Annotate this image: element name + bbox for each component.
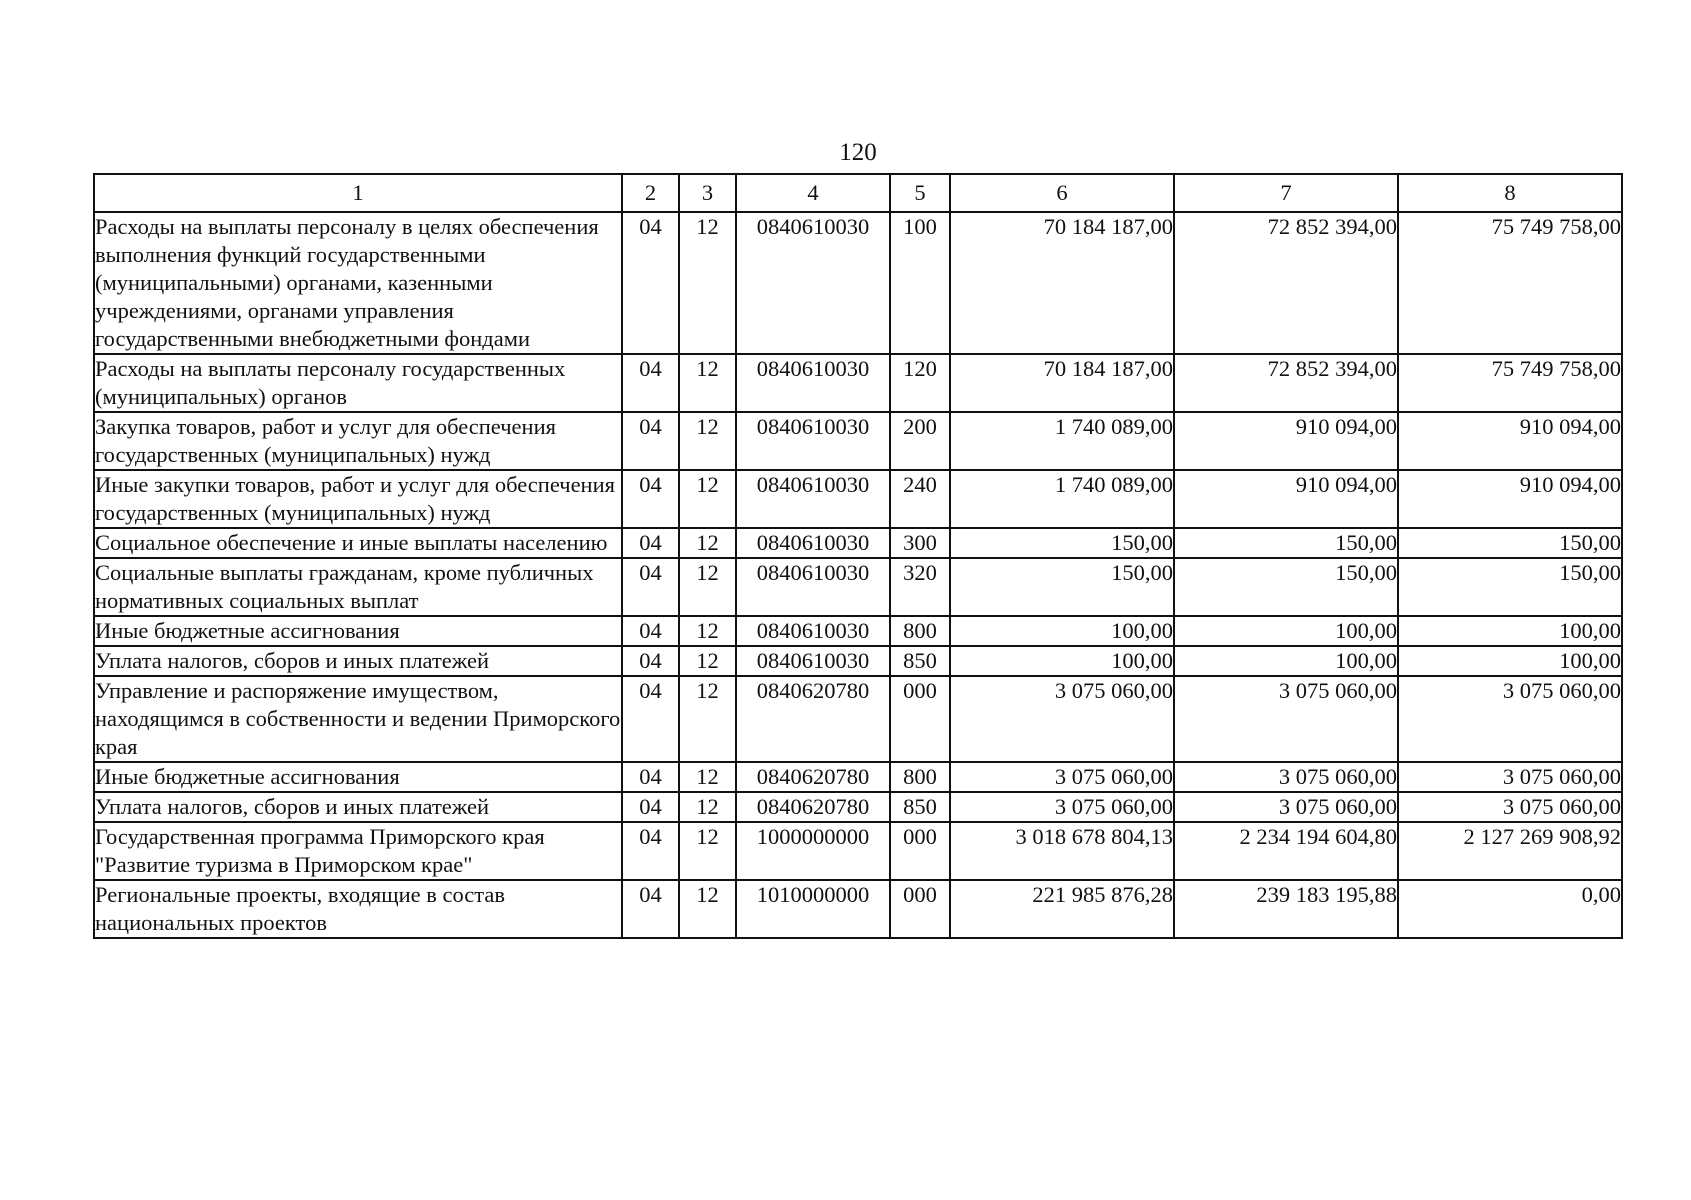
item-name-cell: Иные закупки товаров, работ и услуг для обеспечения государственных (муниципальных) нужд bbox=[94, 470, 622, 528]
expense-type-cell: 850 bbox=[890, 792, 950, 822]
amount-cell: 72 852 394,00 bbox=[1174, 212, 1398, 354]
table-row bbox=[94, 646, 1622, 676]
section-code-cell: 04 bbox=[622, 646, 679, 676]
expense-type-cell: 800 bbox=[890, 762, 950, 792]
amount-cell: 1 740 089,00 bbox=[950, 470, 1174, 528]
amount-cell: 3 018 678 804,13 bbox=[950, 822, 1174, 880]
item-name-cell: Региональные проекты, входящие в состав национальных проектов bbox=[94, 880, 622, 938]
amount-cell: 150,00 bbox=[1398, 528, 1622, 558]
column-header: 2 bbox=[622, 174, 679, 212]
section-code-cell: 04 bbox=[622, 762, 679, 792]
target-article-cell: 0840610030 bbox=[736, 354, 890, 412]
table-row bbox=[94, 412, 1622, 470]
amount-cell: 150,00 bbox=[1174, 528, 1398, 558]
expense-type-cell: 200 bbox=[890, 412, 950, 470]
target-article-cell: 0840620780 bbox=[736, 762, 890, 792]
expense-type-cell: 850 bbox=[890, 646, 950, 676]
section-code-cell: 04 bbox=[622, 412, 679, 470]
target-article-cell: 0840610030 bbox=[736, 558, 890, 616]
amount-cell: 3 075 060,00 bbox=[950, 762, 1174, 792]
amount-cell: 910 094,00 bbox=[1174, 470, 1398, 528]
table-row bbox=[94, 762, 1622, 792]
section-code-cell: 04 bbox=[622, 880, 679, 938]
amount-cell: 0,00 bbox=[1398, 880, 1622, 938]
amount-cell: 100,00 bbox=[1398, 646, 1622, 676]
amount-cell: 910 094,00 bbox=[1398, 412, 1622, 470]
subsection-code-cell: 12 bbox=[679, 792, 736, 822]
table-row bbox=[94, 880, 1622, 938]
section-code-cell: 04 bbox=[622, 470, 679, 528]
target-article-cell: 0840610030 bbox=[736, 470, 890, 528]
table-row bbox=[94, 822, 1622, 880]
expense-type-cell: 000 bbox=[890, 880, 950, 938]
header-row bbox=[94, 174, 1622, 212]
item-name-cell: Расходы на выплаты персоналу в целях обеспечения выполнения функций государственными (муниципальными) органами, казенными учреждениями, органами управления государственными внебюджетными фондами bbox=[94, 212, 622, 354]
column-header: 8 bbox=[1398, 174, 1622, 212]
item-name-cell: Иные бюджетные ассигнования bbox=[94, 616, 622, 646]
amount-cell: 3 075 060,00 bbox=[950, 676, 1174, 762]
amount-cell: 150,00 bbox=[950, 528, 1174, 558]
section-code-cell: 04 bbox=[622, 792, 679, 822]
amount-cell: 3 075 060,00 bbox=[1398, 676, 1622, 762]
table-row bbox=[94, 212, 1622, 354]
expense-type-cell: 000 bbox=[890, 676, 950, 762]
column-header: 4 bbox=[736, 174, 890, 212]
amount-cell: 150,00 bbox=[1174, 558, 1398, 616]
amount-cell: 3 075 060,00 bbox=[1398, 792, 1622, 822]
section-code-cell: 04 bbox=[622, 616, 679, 646]
subsection-code-cell: 12 bbox=[679, 616, 736, 646]
amount-cell: 221 985 876,28 bbox=[950, 880, 1174, 938]
amount-cell: 239 183 195,88 bbox=[1174, 880, 1398, 938]
subsection-code-cell: 12 bbox=[679, 558, 736, 616]
amount-cell: 3 075 060,00 bbox=[1174, 762, 1398, 792]
subsection-code-cell: 12 bbox=[679, 676, 736, 762]
column-header: 7 bbox=[1174, 174, 1398, 212]
item-name-cell: Социальное обеспечение и иные выплаты населению bbox=[94, 528, 622, 558]
page-number: 120 bbox=[839, 139, 877, 166]
amount-cell: 75 749 758,00 bbox=[1398, 212, 1622, 354]
amount-cell: 2 127 269 908,92 bbox=[1398, 822, 1622, 880]
amount-cell: 100,00 bbox=[950, 646, 1174, 676]
table-row bbox=[94, 792, 1622, 822]
column-header: 6 bbox=[950, 174, 1174, 212]
section-code-cell: 04 bbox=[622, 354, 679, 412]
table-row bbox=[94, 470, 1622, 528]
amount-cell: 2 234 194 604,80 bbox=[1174, 822, 1398, 880]
expense-type-cell: 000 bbox=[890, 822, 950, 880]
target-article-cell: 0840610030 bbox=[736, 528, 890, 558]
column-header: 3 bbox=[679, 174, 736, 212]
subsection-code-cell: 12 bbox=[679, 528, 736, 558]
amount-cell: 70 184 187,00 bbox=[950, 354, 1174, 412]
item-name-cell: Закупка товаров, работ и услуг для обеспечения государственных (муниципальных) нужд bbox=[94, 412, 622, 470]
column-header: 1 bbox=[94, 174, 622, 212]
expense-type-cell: 240 bbox=[890, 470, 950, 528]
target-article-cell: 0840610030 bbox=[736, 412, 890, 470]
column-header: 5 bbox=[890, 174, 950, 212]
target-article-cell: 0840610030 bbox=[736, 646, 890, 676]
subsection-code-cell: 12 bbox=[679, 412, 736, 470]
expense-type-cell: 300 bbox=[890, 528, 950, 558]
expense-type-cell: 320 bbox=[890, 558, 950, 616]
table-row bbox=[94, 354, 1622, 412]
section-code-cell: 04 bbox=[622, 528, 679, 558]
amount-cell: 1 740 089,00 bbox=[950, 412, 1174, 470]
budget-table bbox=[93, 173, 1623, 939]
target-article-cell: 0840610030 bbox=[736, 616, 890, 646]
table-body bbox=[94, 212, 1622, 938]
table-row bbox=[94, 558, 1622, 616]
subsection-code-cell: 12 bbox=[679, 762, 736, 792]
target-article-cell: 0840610030 bbox=[736, 212, 890, 354]
item-name-cell: Иные бюджетные ассигнования bbox=[94, 762, 622, 792]
amount-cell: 3 075 060,00 bbox=[1398, 762, 1622, 792]
subsection-code-cell: 12 bbox=[679, 470, 736, 528]
amount-cell: 100,00 bbox=[1398, 616, 1622, 646]
target-article-cell: 1000000000 bbox=[736, 822, 890, 880]
item-name-cell: Уплата налогов, сборов и иных платежей bbox=[94, 646, 622, 676]
item-name-cell: Управление и распоряжение имуществом, находящимся в собственности и ведении Приморского края bbox=[94, 676, 622, 762]
target-article-cell: 1010000000 bbox=[736, 880, 890, 938]
amount-cell: 100,00 bbox=[1174, 646, 1398, 676]
amount-cell: 910 094,00 bbox=[1174, 412, 1398, 470]
amount-cell: 3 075 060,00 bbox=[1174, 676, 1398, 762]
table-row bbox=[94, 676, 1622, 762]
target-article-cell: 0840620780 bbox=[736, 792, 890, 822]
item-name-cell: Расходы на выплаты персоналу государственных (муниципальных) органов bbox=[94, 354, 622, 412]
amount-cell: 72 852 394,00 bbox=[1174, 354, 1398, 412]
amount-cell: 75 749 758,00 bbox=[1398, 354, 1622, 412]
expense-type-cell: 100 bbox=[890, 212, 950, 354]
item-name-cell: Социальные выплаты гражданам, кроме публичных нормативных социальных выплат bbox=[94, 558, 622, 616]
item-name-cell: Уплата налогов, сборов и иных платежей bbox=[94, 792, 622, 822]
amount-cell: 3 075 060,00 bbox=[950, 792, 1174, 822]
subsection-code-cell: 12 bbox=[679, 880, 736, 938]
item-name-cell: Государственная программа Приморского края "Развитие туризма в Приморском крае" bbox=[94, 822, 622, 880]
amount-cell: 70 184 187,00 bbox=[950, 212, 1174, 354]
target-article-cell: 0840620780 bbox=[736, 676, 890, 762]
section-code-cell: 04 bbox=[622, 822, 679, 880]
subsection-code-cell: 12 bbox=[679, 822, 736, 880]
subsection-code-cell: 12 bbox=[679, 354, 736, 412]
expense-type-cell: 800 bbox=[890, 616, 950, 646]
table-row bbox=[94, 528, 1622, 558]
amount-cell: 150,00 bbox=[950, 558, 1174, 616]
subsection-code-cell: 12 bbox=[679, 212, 736, 354]
amount-cell: 150,00 bbox=[1398, 558, 1622, 616]
table-row bbox=[94, 616, 1622, 646]
amount-cell: 100,00 bbox=[1174, 616, 1398, 646]
section-code-cell: 04 bbox=[622, 558, 679, 616]
amount-cell: 3 075 060,00 bbox=[1174, 792, 1398, 822]
subsection-code-cell: 12 bbox=[679, 646, 736, 676]
section-code-cell: 04 bbox=[622, 212, 679, 354]
amount-cell: 100,00 bbox=[950, 616, 1174, 646]
amount-cell: 910 094,00 bbox=[1398, 470, 1622, 528]
expense-type-cell: 120 bbox=[890, 354, 950, 412]
section-code-cell: 04 bbox=[622, 676, 679, 762]
